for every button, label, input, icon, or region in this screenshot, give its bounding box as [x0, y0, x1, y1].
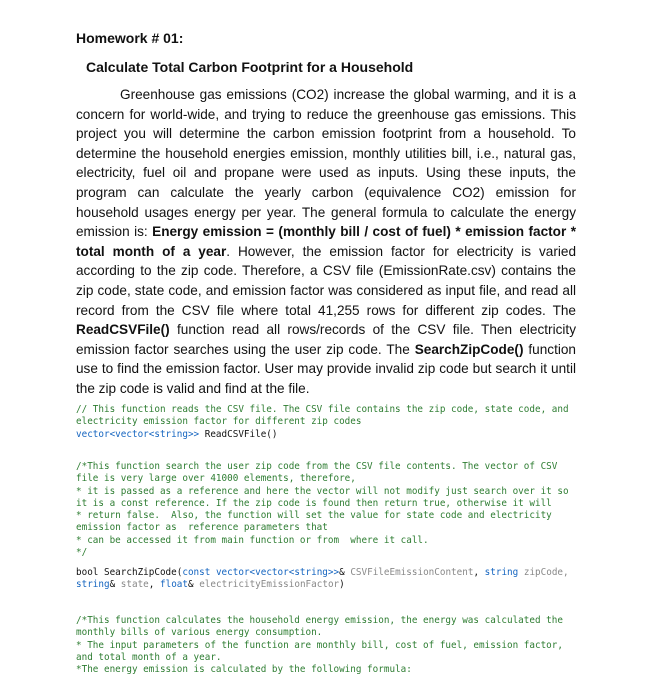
code-block-searchzip-signature: [76, 567, 576, 592]
code-block-search-comment: [76, 461, 576, 559]
code-comment: // This function reads the CSV file. The CSV file contains the zip code, state code, and electricity emission factor for different zip codes: [76, 404, 569, 428]
code-type: vector<vector<string>>: [76, 428, 200, 440]
code-comma: ,: [473, 567, 485, 578]
code-param-type: float: [160, 579, 188, 591]
assignment-title: Calculate Total Carbon Footprint for a Household: [86, 59, 414, 75]
code-ampersand: &: [188, 579, 200, 591]
formula-text: Energy emission = (monthly bill / cost of fuel) * emission factor * total month of a year: [76, 224, 576, 259]
code-function-signature: ReadCSVFile(): [199, 428, 278, 440]
code-param-name: state: [120, 579, 149, 591]
code-ampersand: &: [109, 579, 121, 591]
code-block-readcsv: [76, 404, 576, 441]
code-param-type: vector<vector<string>>: [210, 567, 340, 578]
code-param-type: string: [484, 567, 519, 578]
code-param-name: electricityEmissionFactor: [199, 579, 340, 591]
description-paragraph: [76, 85, 576, 399]
code-param-type: string: [76, 579, 110, 591]
code-function-name: SearchZipCode(: [98, 567, 183, 578]
code-const-keyword: const: [182, 567, 211, 578]
code-close-paren: ): [339, 579, 345, 591]
paragraph-text-2: . However, the emission factor for electricity is varied according to the zip code. Therefore, a CSV file (EmissionRate.csv) contains the zip code, state code, and emission factor was considered as input file, and read all record from the CSV file where total 41,255 rows for different zip codes. The: [76, 243, 577, 318]
paragraph-text-1: Greenhouse gas emissions (CO2) increase the global warming, and it is a concern for world-wide, and trying to reduce the greenhouse gas emissions. This project you will determine the carbon emission footprint from a household. To determine the household energies emission, monthly utilities bill, i.e., natural gas, electricity, fuel oil and propane were used as inputs. Using these inputs, the program can calculate the yearly carbon (equivalence CO2) emission for household usages energy per year. The general formula to calculate the energy emission is:: [76, 87, 576, 240]
paragraph-text-4: function use to find the emission factor. User may provide invalid zip code but search it until the zip code is valid and find at the file.: [76, 341, 576, 396]
homework-heading: Homework # 01:: [76, 30, 184, 46]
searchzip-function-name: SearchZipCode(): [414, 341, 524, 357]
paragraph-text-3: function read all rows/records of the CSV file. Then electricity emission factor searches using the user zip code. The: [76, 322, 576, 357]
code-comment: /*This function calculates the household energy emission, the energy was calculated the monthly bills of various energy consumption. * The input parameters of the function are monthly bill, cost of fuel, emission factor, and total month of a year. *The energy emission is calculated by the following formula:: [76, 615, 563, 676]
readcsv-function-name: ReadCSVFile(): [76, 322, 170, 338]
code-param-name: CSVFileEmissionContent: [350, 567, 474, 578]
code-ampersand: &: [339, 567, 351, 578]
code-return-type: bool: [76, 567, 99, 578]
code-param-name: zipCode,: [518, 567, 569, 578]
code-comment: /*This function search the user zip code from the CSV file contents. The vector of CSV file is very large over 41000 elements, therefore, * it is passed as a reference and here the vector will not modify just search over it so it is a const reference. If the zip code is found then return true, otherwise it will * return false. Also, the function will set the value for state code and electricity emission factor as reference parameters that * can be accessed it from main function or from where it call. */: [76, 461, 569, 559]
code-comma: ,: [148, 579, 160, 591]
code-block-emission-comment: [76, 615, 576, 676]
